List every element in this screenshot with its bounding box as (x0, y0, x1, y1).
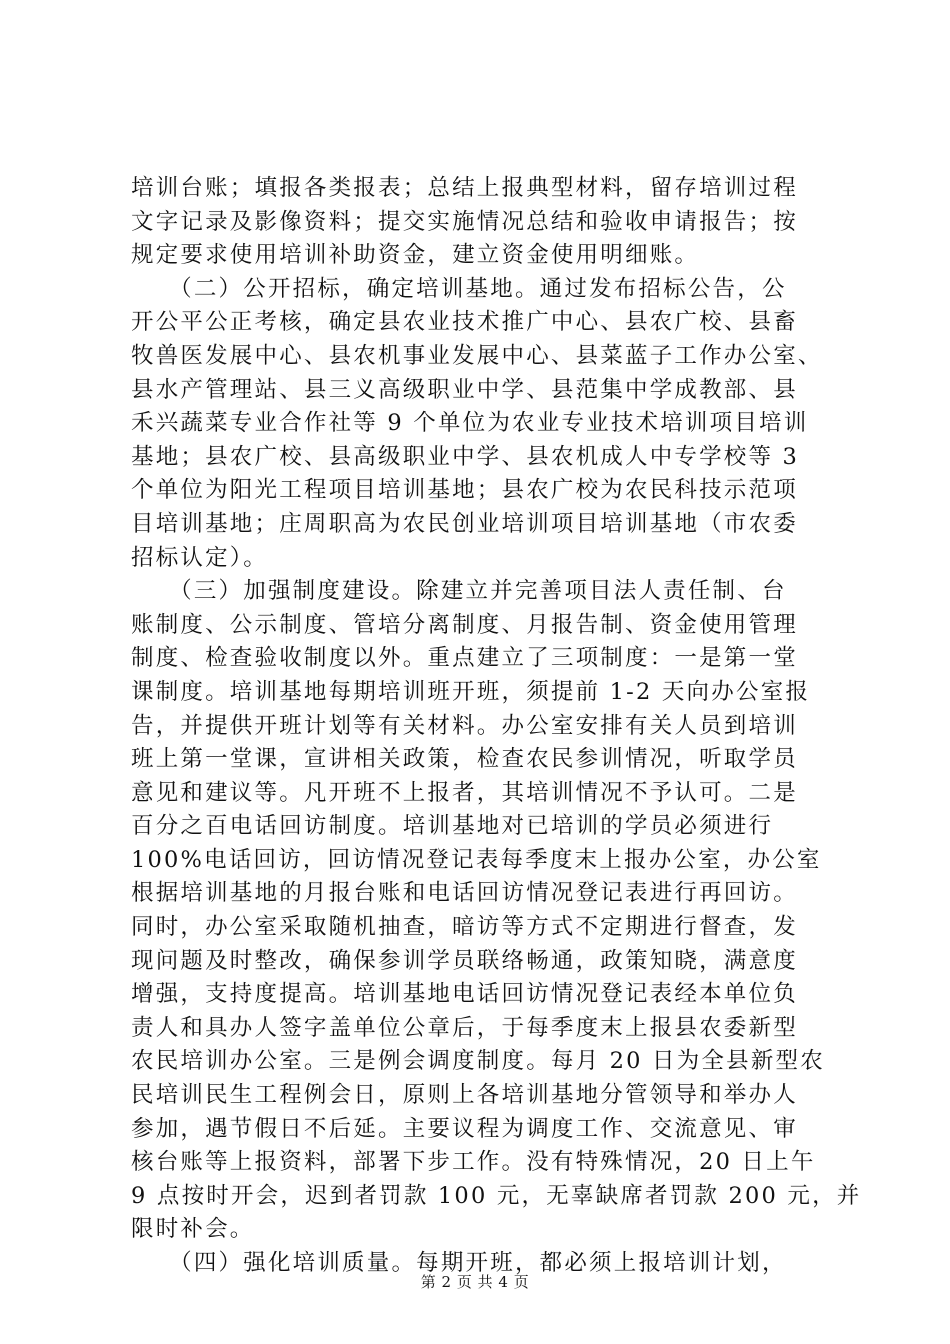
text-line: 基地；县农广校、县高级职业中学、县农机成人中专学校等 3 (131, 443, 800, 470)
text-line: 招标认定）。 (131, 544, 268, 571)
text-line: 增强，支持度提高。培训基地电话回访情况登记表经本单位负 (131, 981, 798, 1008)
text-line: 根据培训基地的月报台账和电话回访情况登记表进行再回访。 (131, 880, 798, 907)
text-line: 意见和建议等。凡开班不上报者，其培训情况不予认可。二是 (131, 779, 798, 806)
text-line: 民培训民生工程例会日，原则上各培训基地分管领导和举办人 (131, 1082, 798, 1109)
page-footer (0, 1271, 950, 1292)
text-line: 账制度、公示制度、管培分离制度、月报告制、资金使用管理 (131, 611, 798, 638)
text-line: 参加，遇节假日不后延。主要议程为调度工作、交流意见、审 (131, 1115, 798, 1142)
text-line: 个单位为阳光工程项目培训基地；县农广校为农民科技示范项 (131, 477, 798, 504)
text-line: 百分之百电话回访制度。培训基地对已培训的学员必须进行 (131, 813, 774, 840)
text-line: （二）公开招标，确定培训基地。通过发布招标公告，公 (131, 275, 787, 302)
page-number: 第 2 页 共 4 页 (420, 1273, 530, 1291)
text-line: 班上第一堂课，宣讲相关政策，检查农民参训情况，听取学员 (131, 746, 798, 773)
text-line: 100%电话回访，回访情况登记表每季度末上报办公室，办公室 (131, 846, 822, 873)
text-line: 同时，办公室采取随机抽查，暗访等方式不定期进行督查，发 (131, 914, 798, 941)
text-line: 现问题及时整改，确保参训学员联络畅通，政策知晓，满意度 (131, 947, 798, 974)
text-line: 文字记录及影像资料；提交实施情况总结和验收申请报告；按 (131, 208, 798, 235)
text-line: 开公平公正考核，确定县农业技术推广中心、县农广校、县畜 (131, 309, 798, 336)
text-line: 农民培训办公室。三是例会调度制度。每月 20 日为全县新型农 (131, 1048, 825, 1075)
text-line: 禾兴蔬菜专业合作社等 9 个单位为农业专业技术培训项目培训 (131, 410, 809, 437)
text-line: 限时补会。 (131, 1216, 255, 1243)
text-line: 告，并提供开班计划等有关材料。办公室安排有关人员到培训 (131, 712, 798, 739)
text-line: 牧兽医发展中心、县农机事业发展中心、县菜蓝子工作办公室、 (131, 342, 823, 369)
text-line: 目培训基地；庄周职高为农民创业培训项目培训基地（市农委 (131, 510, 798, 537)
text-line: 培训台账；填报各类报表；总结上报典型材料，留存培训过程 (131, 175, 798, 201)
text-line: 制度、检查验收制度以外。重点建立了三项制度：一是第一堂 (131, 645, 798, 672)
text-line: 规定要求使用培训补助资金，建立资金使用明细账。 (131, 242, 700, 269)
text-line: 9 点按时开会，迟到者罚款 100 元，无辜缺席者罚款 200 元，并 (131, 1182, 862, 1209)
text-line: 责人和具办人签字盖单位公章后，于每季度末上报县农委新型 (131, 1014, 798, 1041)
text-line: 县水产管理站、县三义高级职业中学、县范集中学成教部、县 (131, 376, 798, 403)
document-body (131, 172, 862, 1281)
text-line: （四）强化培训质量。每期开班，都必须上报培训计划， (131, 1250, 787, 1276)
text-line: （三）加强制度建设。除建立并完善项目法人责任制、台 (131, 578, 787, 605)
text-line: 核台账等上报资料，部署下步工作。没有特殊情况，20 日上午 (131, 1149, 816, 1176)
text-line: 课制度。培训基地每期培训班开班，须提前 1-2 天向办公室报 (131, 678, 811, 705)
